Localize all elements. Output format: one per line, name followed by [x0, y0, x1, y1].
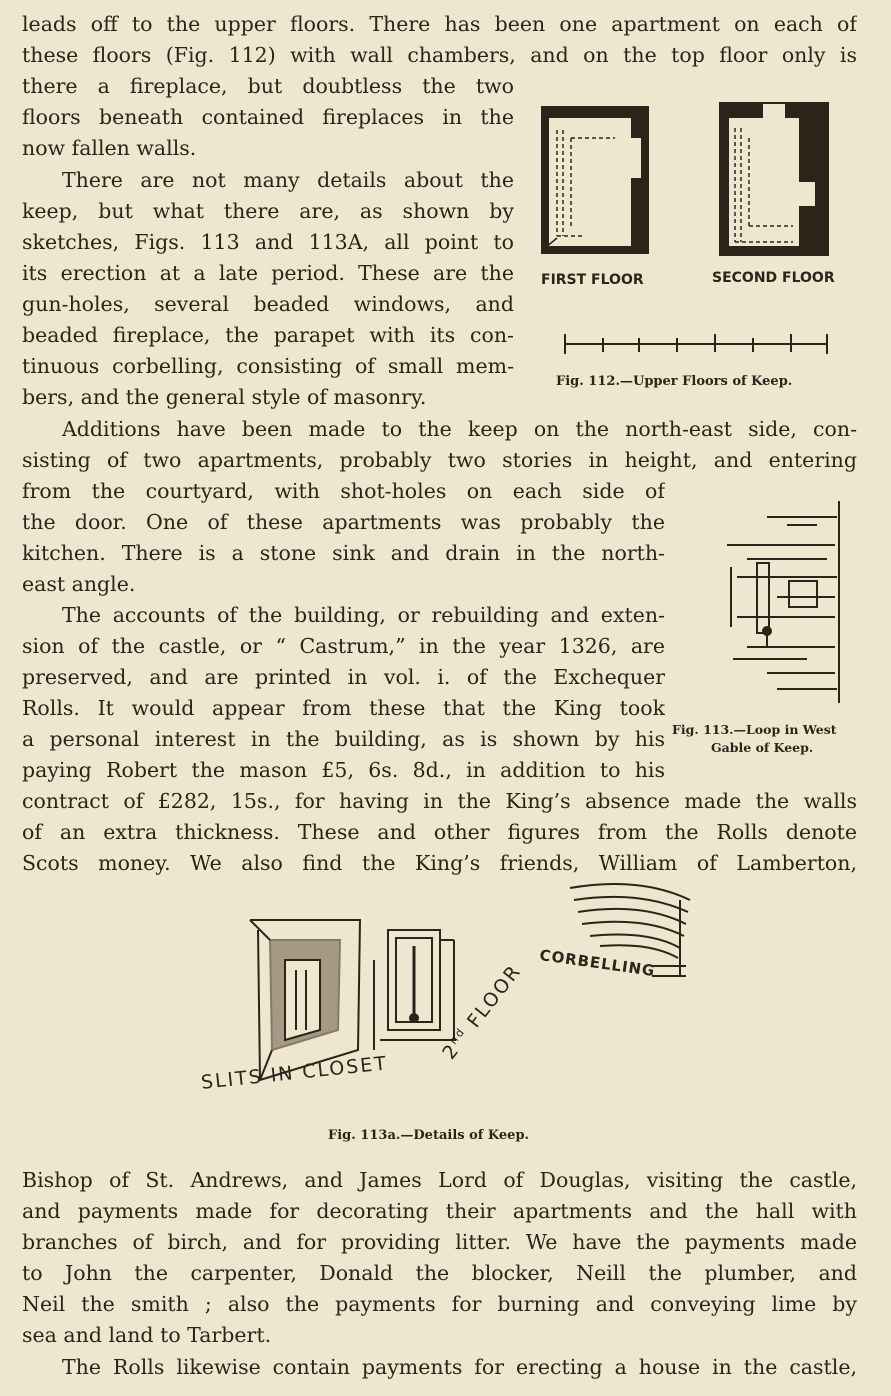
figure-113-loop-sketch	[727, 497, 853, 717]
first-floor-plan	[541, 106, 649, 254]
text-line: tinuous corbelling, consisting of small mem-	[22, 354, 514, 378]
figure-113a-title: —Details of Keep.	[400, 1128, 530, 1143]
text-line: its erection at a late period. These are the	[22, 261, 514, 285]
second-floor-label: SECOND FLOOR	[712, 270, 835, 286]
floor-number: 2	[438, 1039, 465, 1064]
corbelling-label: CORBELLING	[538, 946, 657, 981]
beaded-window-drawing	[374, 930, 456, 1050]
text-line: sea and land to Tarbert.	[22, 1323, 272, 1347]
text-line: sion of the castle, or “ Castrum,” in the year 1326, are	[22, 634, 665, 658]
text-line: Scots money. We also find the King’s friends, William of Lamberton,	[22, 851, 857, 875]
text-line: floors beneath contained fireplaces in the	[22, 105, 514, 129]
figure-112-caption	[556, 374, 792, 389]
figure-112-number: Fig. 112.	[556, 374, 620, 389]
floor-word: FLOOR	[462, 960, 526, 1033]
text-line: from the courtyard, with shot-holes on each side of	[22, 479, 665, 503]
figure-113a-number: Fig. 113a.	[328, 1128, 401, 1143]
text-line: preserved, and are printed in vol. i. of the Exchequer	[22, 665, 665, 689]
text-line: the door. One of these apartments was probably the	[22, 510, 665, 534]
text-line: east angle.	[22, 572, 136, 596]
text-line: to John the carpenter, Donald the blocker, Neill the plumber, and	[22, 1261, 857, 1285]
text-line: sketches, Figs. 113 and 113A, all point to	[22, 230, 514, 254]
text-line: now fallen walls.	[22, 136, 197, 160]
text-line: There are not many details about the	[62, 168, 514, 192]
second-floor-plan	[719, 102, 829, 256]
figure-112-title: —Upper Floors of Keep.	[619, 374, 793, 389]
text-line: and payments made for decorating their apartments and the hall with	[22, 1199, 857, 1223]
text-line: of an extra thickness. These and other figures from the Rolls denote	[22, 820, 857, 844]
text-line: paying Robert the mason £5, 6s. 8d., in addition to his	[22, 758, 665, 782]
text-line: The Rolls likewise contain payments for erecting a house in the castle,	[62, 1355, 857, 1379]
text-line: branches of birch, and for providing litter. We have the payments made	[22, 1230, 857, 1254]
text-line: gun-holes, several beaded windows, and	[22, 292, 514, 316]
text-line: Rolls. It would appear from these that the King took	[22, 696, 665, 720]
text-line: these floors (Fig. 112) with wall chambers, and on the top floor only is	[22, 43, 857, 67]
text-line: there a fireplace, but doubtless the two	[22, 74, 514, 98]
text-line: Neil the smith ; also the payments for burning and conveying lime by	[22, 1292, 857, 1316]
text-line: kitchen. There is a stone sink and drain in the north-	[22, 541, 665, 565]
floor-ordinal: nd	[446, 1024, 468, 1047]
figure-113-caption-line2: Gable of Keep.	[711, 740, 814, 755]
text-line: sisting of two apartments, probably two stories in height, and entering	[22, 448, 857, 472]
text-line: Bishop of St. Andrews, and James Lord of Douglas, visiting the castle,	[22, 1168, 857, 1192]
text-line: leads off to the upper floors. There has been one apartment on each of	[22, 12, 857, 36]
text-line: bers, and the general style of masonry.	[22, 385, 427, 409]
figure-113-caption	[672, 722, 837, 737]
figure-113-number: Fig. 113.	[672, 722, 734, 737]
slits-in-closet-label: SLITS IN CLOSET	[200, 1052, 389, 1094]
first-floor-label: FIRST FLOOR	[541, 272, 644, 288]
text-line: The accounts of the building, or rebuilding and exten-	[62, 603, 665, 627]
text-line: a personal interest in the building, as is shown by his	[22, 727, 665, 751]
text-line: Additions have been made to the keep on the north-east side, con-	[62, 417, 857, 441]
figure-113-title: —Loop in West	[733, 722, 837, 737]
text-line: contract of £282, 15s., for having in the King’s absence made the walls	[22, 789, 857, 813]
figure-113a-caption	[328, 1128, 529, 1143]
text-line: beaded fireplace, the parapet with its con-	[22, 323, 514, 347]
text-line: keep, but what there are, as shown by	[22, 199, 514, 223]
scale-bar	[565, 334, 827, 354]
figure-112-floor-plans	[535, 98, 835, 363]
